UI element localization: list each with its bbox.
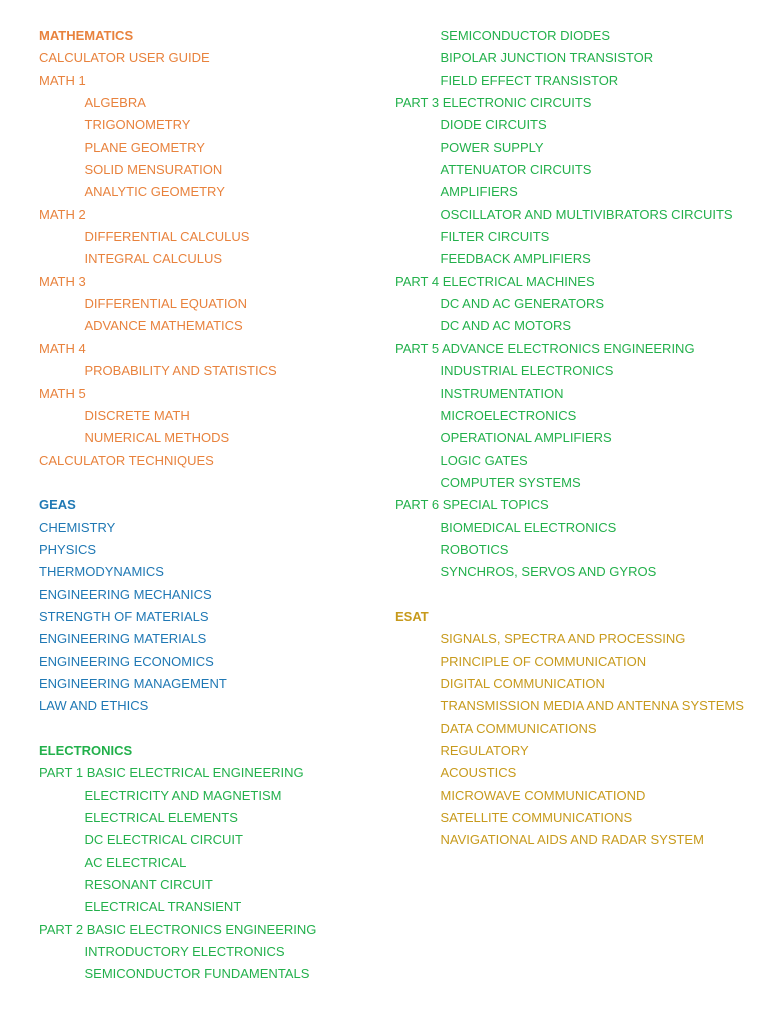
topic-item: SIGNALS, SPECTRA AND PROCESSING: [440, 631, 686, 647]
topic-item: NUMERICAL METHODS: [84, 430, 230, 446]
topic-item: ATTENUATOR CIRCUITS: [440, 162, 592, 178]
topic-item: SATELLITE COMMUNICATIONS: [440, 810, 633, 826]
topic-item: PROBABILITY AND STATISTICS: [84, 363, 277, 379]
topic-item: COMPUTER SYSTEMS: [440, 474, 581, 490]
geas-heading: GEAS: [39, 497, 76, 513]
topic-item: SOLID MENSURATION: [84, 162, 223, 178]
topic-item: ROBOTICS: [440, 541, 509, 557]
topic-item: ACOUSTICS: [440, 765, 517, 781]
topic-item: DC ELECTRICAL CIRCUIT: [84, 832, 243, 848]
topic-item: SEMICONDUCTOR FUNDAMENTALS: [84, 966, 310, 982]
mathematics-list: [39, 47, 379, 472]
section-item: PART 6 SPECIAL TOPICS: [395, 497, 549, 513]
section-item: PART 4 ELECTRICAL MACHINES: [395, 273, 595, 289]
topic-item: MICROWAVE COMMUNICATIOND: [440, 787, 646, 803]
section-item: PART 1 BASIC ELECTRICAL ENGINEERING: [39, 765, 304, 781]
topic-item: INSTRUMENTATION: [440, 385, 564, 401]
topic-item: INTEGRAL CALCULUS: [84, 251, 222, 267]
section-spacer: [39, 472, 379, 494]
topic-item: LOGIC GATES: [440, 452, 528, 468]
topic-item: DIGITAL COMMUNICATION: [440, 675, 605, 691]
topic-item: PRINCIPLE OF COMMUNICATION: [440, 653, 647, 669]
topic-item: DC AND AC GENERATORS: [440, 296, 604, 312]
topic-item: AMPLIFIERS: [440, 184, 518, 200]
topic-item: SEMICONDUCTOR DIODES: [440, 28, 610, 43]
topic-item: OPERATIONAL AMPLIFIERS: [440, 430, 612, 446]
topic-item: REGULATORY: [440, 743, 529, 758]
topic-item: SYNCHROS, SERVOS AND GYROS: [440, 564, 657, 580]
esat-list: [395, 628, 765, 851]
topic-item: DC AND AC MOTORS: [440, 318, 572, 334]
section-spacer: [39, 718, 379, 740]
topic-item: DIFFERENTIAL EQUATION: [84, 296, 248, 312]
topic-item: BIPOLAR JUNCTION TRANSISTOR: [440, 50, 654, 66]
topic-item: ELECTRICAL TRANSIENT: [84, 899, 242, 915]
electronics-heading: ELECTRONICS: [39, 743, 133, 758]
section-item: PART 2 BASIC ELECTRONICS ENGINEERING: [39, 921, 317, 937]
topic-item: ANALYTIC GEOMETRY: [84, 184, 225, 200]
left-column: [39, 25, 379, 986]
topic-item: TRIGONOMETRY: [84, 117, 191, 133]
section-item: ENGINEERING MANAGEMENT: [39, 675, 227, 691]
geas-list: [39, 517, 379, 718]
section-item: PART 3 ELECTRONIC CIRCUITS: [395, 95, 592, 111]
electronics-list-left: [39, 762, 379, 985]
right-column: [395, 25, 765, 852]
topic-item: ALGEBRA: [84, 95, 146, 111]
topic-item: MICROELECTRONICS: [440, 407, 577, 423]
topic-item: BIOMEDICAL ELECTRONICS: [440, 519, 617, 535]
section-spacer: [395, 584, 765, 606]
section-item: MATH 3: [39, 273, 86, 289]
topic-item: DIFFERENTIAL CALCULUS: [84, 229, 250, 245]
section-item: MATH 1: [39, 72, 86, 88]
topic-item: OSCILLATOR AND MULTIVIBRATORS CIRCUITS: [440, 206, 733, 222]
section-item: ENGINEERING ECONOMICS: [39, 653, 214, 669]
topic-item: ELECTRICAL ELEMENTS: [84, 810, 238, 826]
topic-item: TRANSMISSION MEDIA AND ANTENNA SYSTEMS: [440, 698, 744, 714]
topic-item: AC ELECTRICAL: [84, 854, 187, 870]
topic-item: FILTER CIRCUITS: [440, 229, 550, 245]
section-item: MATH 2: [39, 206, 86, 222]
topic-item: ELECTRICITY AND MAGNETISM: [84, 787, 282, 803]
electronics-list-right: [395, 25, 765, 584]
mathematics-heading: MATHEMATICS: [39, 28, 134, 43]
topic-item: DIODE CIRCUITS: [440, 117, 547, 133]
topic-item: DISCRETE MATH: [84, 407, 190, 423]
section-item: LAW AND ETHICS: [39, 698, 149, 714]
section-item: ENGINEERING MATERIALS: [39, 631, 207, 647]
topic-item: FEEDBACK AMPLIFIERS: [440, 251, 591, 267]
topic-item: ADVANCE MATHEMATICS: [84, 318, 243, 334]
section-item: STRENGTH OF MATERIALS: [39, 608, 209, 624]
topic-item: INDUSTRIAL ELECTRONICS: [440, 363, 614, 379]
topic-item: INTRODUCTORY ELECTRONICS: [84, 944, 285, 960]
section-item: CALCULATOR USER GUIDE: [39, 50, 210, 66]
section-item: CHEMISTRY: [39, 519, 116, 535]
section-item: MATH 4: [39, 340, 86, 356]
topic-item: POWER SUPPLY: [440, 139, 544, 155]
section-item: ENGINEERING MECHANICS: [39, 586, 212, 602]
section-item: PHYSICS: [39, 541, 97, 557]
section-item: THERMODYNAMICS: [39, 564, 164, 580]
topic-item: NAVIGATIONAL AIDS AND RADAR SYSTEM: [440, 832, 704, 848]
section-item: PART 5 ADVANCE ELECTRONICS ENGINEERING: [395, 340, 695, 356]
topic-item: PLANE GEOMETRY: [84, 139, 205, 155]
esat-heading: ESAT: [395, 608, 429, 624]
topic-item: RESONANT CIRCUIT: [84, 877, 213, 893]
topic-item: DATA COMMUNICATIONS: [440, 720, 597, 736]
section-item: MATH 5: [39, 385, 86, 401]
topic-item: FIELD EFFECT TRANSISTOR: [440, 72, 619, 88]
section-item: CALCULATOR TECHNIQUES: [39, 452, 214, 468]
